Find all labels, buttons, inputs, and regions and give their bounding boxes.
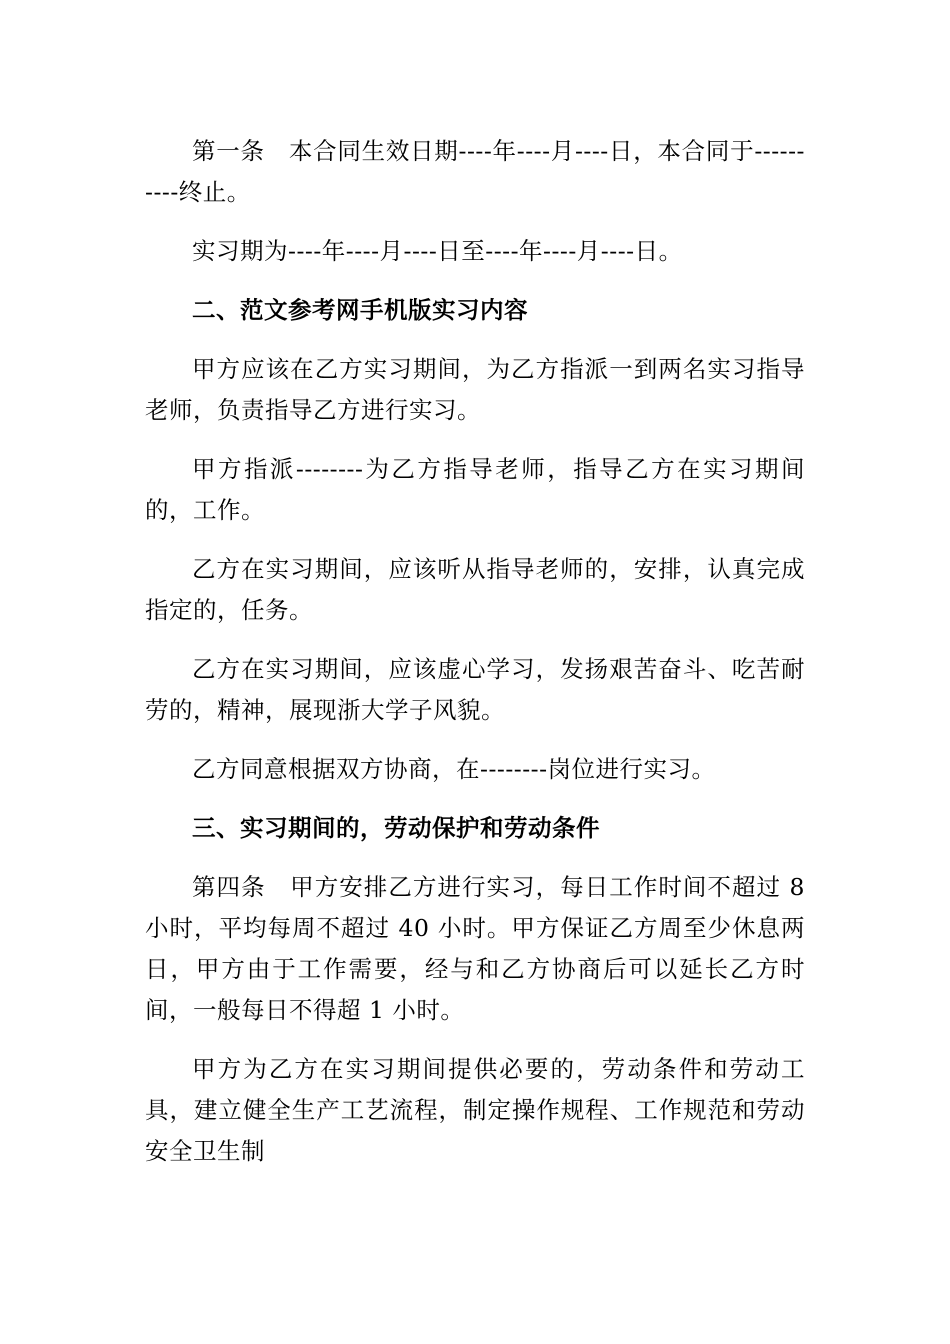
internship-period: 实习期为----年----月----日至----年----月----日。 xyxy=(192,237,683,265)
clause-working-hours: 第四条 甲方安排乙方进行实习，每日工作时间不超过 8 小时，平均每周不超过 40 小时。甲方保证乙方周至少休息两日，甲方由于工作需要，经与和乙方协商后可以延长乙方时间，一般每日不得超 1 小时。 xyxy=(145,873,805,1024)
paragraph-learning-spirit: 乙方在实习期间，应该虚心学习，发扬艰苦奋斗、吃苦耐劳的，精神，展现浙大学子风貌。 xyxy=(145,655,805,724)
section-heading-content: 二、范文参考网手机版实习内容 xyxy=(192,296,528,324)
paragraph-mentor-name: 甲方指派--------为乙方指导老师，指导乙方在实习期间的，工作。 xyxy=(145,455,805,524)
section-heading-labor-protection: 三、实习期间的，劳动保护和劳动条件 xyxy=(192,814,600,842)
document-body xyxy=(145,131,805,1190)
paragraph-follow-instructions: 乙方在实习期间，应该听从指导老师的，安排，认真完成指定的，任务。 xyxy=(145,555,805,624)
clause-effective-date: 第一条 本合同生效日期----年----月----日，本合同于----------终止。 xyxy=(145,137,805,206)
paragraph-working-conditions: 甲方为乙方在实习期间提供必要的，劳动条件和劳动工具，建立健全生产工艺流程，制定操作规程、工作规范和劳动安全卫生制 xyxy=(145,1055,805,1165)
paragraph-position: 乙方同意根据双方协商，在--------岗位进行实习。 xyxy=(192,755,716,783)
paragraph-assign-mentor: 甲方应该在乙方实习期间，为乙方指派一到两名实习指导老师，负责指导乙方进行实习。 xyxy=(145,355,805,424)
